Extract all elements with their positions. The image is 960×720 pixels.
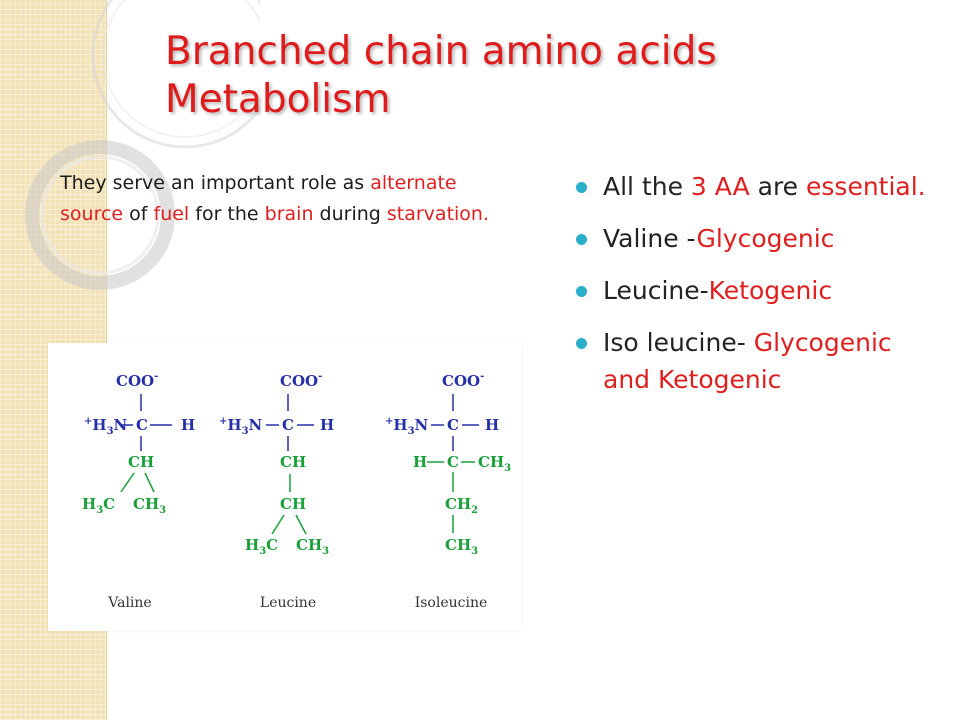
slide-title <box>165 28 925 124</box>
intro-highlight-starvation: starvation. <box>386 203 489 225</box>
svg-text:COO-: COO- <box>116 371 159 390</box>
bullet-highlight-glycogenic: Glycogenic <box>696 224 835 253</box>
svg-text:CH: CH <box>128 453 155 471</box>
svg-text:C: C <box>447 416 459 434</box>
valine-structure <box>82 371 195 516</box>
svg-text:CH3: $CH_3$ <box>296 536 330 557</box>
bullet-item-isoleucine <box>574 324 944 398</box>
intro-text <box>60 168 500 230</box>
bullet-item-valine <box>574 220 944 257</box>
bullet-text-2: are <box>749 172 807 201</box>
figure-label-leucine: Leucine <box>259 595 317 611</box>
svg-text:C: C <box>447 453 459 471</box>
bullet-highlight-glycogenic-ketogenic: Glycogenic and Ketogenic <box>603 328 892 394</box>
svg-text:+H3N: $^+H_3N$ <box>84 416 128 437</box>
svg-text:H3C: $H_3C$ <box>245 536 279 557</box>
bullet-highlight-ketogenic: Ketogenic <box>708 276 833 305</box>
svg-text:H: H <box>181 416 196 434</box>
svg-text:CH3: $CH_3$ <box>133 495 167 516</box>
bullet-text: All the <box>603 172 691 201</box>
svg-text:CH3: $CH_3$ <box>478 453 512 474</box>
bullet-text: Valine - <box>603 224 697 253</box>
bullet-list <box>574 168 944 413</box>
intro-text-1: They serve an important role as <box>60 172 371 194</box>
bullet-icon <box>576 182 587 193</box>
bullet-item-essential <box>574 168 944 205</box>
intro-text-4: during <box>313 203 387 225</box>
figure-label-valine: Valine <box>108 595 152 611</box>
intro-highlight-fuel: fuel <box>153 203 190 225</box>
intro-highlight-alternate-source: alternate source <box>60 172 457 225</box>
svg-text:H: H <box>320 416 335 434</box>
bullet-icon <box>576 338 587 349</box>
title-line-2: Metabolism <box>165 77 391 122</box>
intro-text-2: of <box>123 203 154 225</box>
svg-text:+H3N: $^+H_3N$ <box>219 416 263 437</box>
svg-text:H3C: $H_3C$ <box>82 495 116 516</box>
bullet-highlight-3aa: 3 AA <box>690 172 750 201</box>
title-line-1: Branched chain amino acids <box>165 29 717 74</box>
bullet-text: Iso leucine- <box>603 328 746 357</box>
svg-text:H: H <box>413 453 428 471</box>
svg-text:C: C <box>136 416 148 434</box>
leucine-structure <box>219 371 334 557</box>
svg-text:H: H <box>485 416 500 434</box>
bullet-text: Leucine- <box>603 276 709 305</box>
bullet-item-leucine <box>574 272 944 309</box>
svg-text:COO-: COO- <box>280 371 323 390</box>
svg-text:CH: CH <box>280 495 307 513</box>
figure-label-isoleucine: Isoleucine <box>414 595 488 611</box>
intro-text-3: for the <box>189 203 265 225</box>
isoleucine-structure <box>385 371 511 557</box>
svg-text:CH: CH <box>280 453 307 471</box>
intro-highlight-brain: brain <box>264 203 314 225</box>
svg-text:CH3: $CH_3$ <box>445 536 479 557</box>
svg-text:+H3N: $^+H_3N$ <box>385 416 429 437</box>
svg-text:C: C <box>282 416 294 434</box>
bullet-icon <box>576 234 587 245</box>
svg-text:CH2: $CH_2$ <box>445 495 479 516</box>
bullet-highlight-essential: essential. <box>806 172 926 201</box>
amino-acid-structures-figure <box>48 343 522 631</box>
svg-text:COO-: COO- <box>442 371 485 390</box>
bullet-icon <box>576 286 587 297</box>
